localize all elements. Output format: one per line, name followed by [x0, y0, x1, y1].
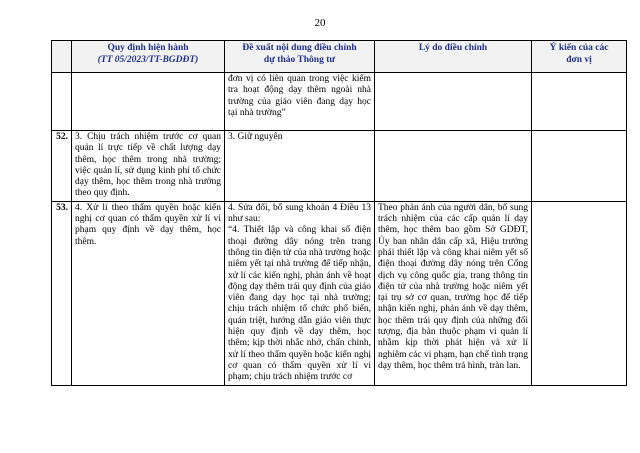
header-reason-line1: Lý do điều chỉnh: [418, 43, 488, 53]
reason-cell: Theo phản ánh của người dân, bổ sung trách nhiệm của các cấp quản lí dạy thêm, học thêm bao gồm Sở GDĐT, Ủy ban nhân dân cấp xã, Hiệu trưởng phải thiết lập và công khai niêm yết số điện thoại đường dây nóng trên Cổng dịch vụ công quốc gia, trang thông tin điện tử của nhà trường hoặc niêm yết tại trụ sở cơ quan, trường học để tiếp nhận kiến nghị, phản ánh về dạy thêm, học thêm trái quy định của những đối tượng, địa bàn thuộc phạm vi quản lí nhằm kịp thời phát hiện và xử lí nghiêm các vi phạm, hạn chế tình trạng dạy thêm, học thêm trá hình, tràn lan.: [375, 201, 532, 385]
reason-cell: [375, 131, 532, 202]
header-current-line1: Quy định hiện hành: [107, 43, 189, 53]
header-opinion-line1: Ý kiến của các: [549, 43, 609, 53]
opinion-cell: [532, 201, 627, 385]
table-row: [52, 131, 627, 202]
proposal-cell: 3. Giữ nguyên: [225, 131, 375, 202]
proposal-intro: 4. Sửa đổi, bổ sung khoản 4 Điều 13 như sau:: [228, 202, 371, 225]
opinion-cell: [532, 73, 627, 131]
header-number-cell: [52, 41, 72, 73]
table-header-row: [52, 41, 627, 73]
header-opinion: [532, 41, 627, 73]
row-number: 52.: [52, 131, 72, 202]
header-opinion-line2: đơn vị: [566, 54, 592, 65]
header-current-regulation: [72, 41, 225, 73]
header-proposal: [225, 41, 375, 73]
header-reason: [375, 41, 532, 73]
header-proposal-line1: Đề xuất nội dung điều chỉnh: [242, 43, 357, 53]
current-regulation-cell: 4. Xử lí theo thẩm quyền hoặc kiến nghị cơ quan có thẩm quyền xử lí vi phạm quy định về dạy thêm, học thêm.: [72, 201, 225, 385]
proposal-cell: đơn vị có liên quan trong việc kiểm tra hoạt động dạy thêm ngoài nhà trường của giáo viên đang dạy học tại nhà trường”: [225, 73, 375, 131]
header-proposal-line2: dự thảo Thông tư: [263, 54, 336, 65]
opinion-cell: [532, 131, 627, 202]
comparison-table: [51, 40, 627, 386]
header-current-line2: (TT 05/2023/TT-BGDĐT): [97, 54, 199, 65]
table-row: [52, 73, 627, 131]
row-number: 53.: [52, 201, 72, 385]
page-number: 20: [314, 17, 326, 29]
proposal-text: “4. Thiết lập và công khai số điện thoại đường dây nóng trên trang thông tin điện tử của nhà trường hoặc niêm yết tại nhà trường để tiếp nhận, xử lí các kiến nghị, phản ánh về hoạt động dạy thêm trái quy định của giáo viên đang dạy học tại nhà trường; chịu trách nhiệm tổ chức phổ biến, quán triệt, hướng dẫn giáo viên thực hiện quy định về dạy thêm, học thêm; kịp thời nhắc nhở, chấn chỉnh, xử lí theo thẩm quyền hoặc kiến nghị cơ quan có thẩm quyền xử lí vi phạm; chịu trách nhiệm trước cơ: [228, 225, 371, 383]
current-regulation-cell: [72, 73, 225, 131]
current-regulation-cell: 3. Chịu trách nhiệm trước cơ quan quản lí trực tiếp về chất lượng dạy thêm, học thêm trong nhà trường; việc quản lí, sử dụng kinh phí tổ chức dạy thêm, học thêm trong nhà trường theo quy định.: [72, 131, 225, 202]
reason-cell: [375, 73, 532, 131]
table-row: [52, 201, 627, 385]
row-number: [52, 73, 72, 131]
proposal-cell: [225, 201, 375, 385]
